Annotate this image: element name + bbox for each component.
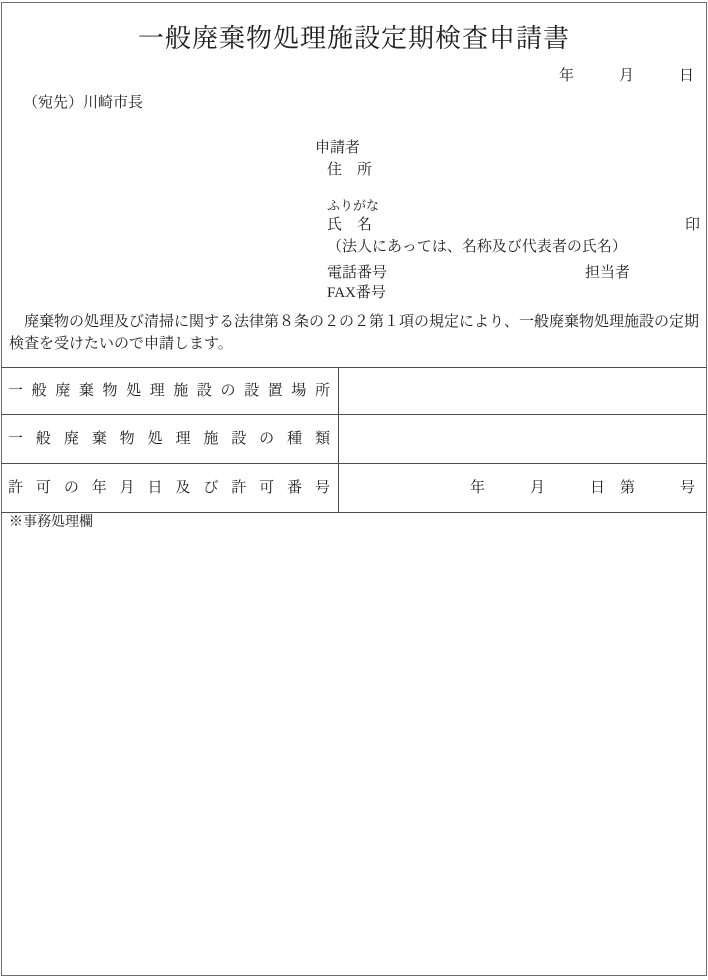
table-row: [1, 368, 707, 415]
facility-type-value: [339, 415, 707, 463]
admin-processing-label: ※事務処理欄: [9, 515, 93, 530]
facility-location-label: 一般廃棄物処理施設の設置場所: [1, 368, 339, 414]
facility-type-label: 一般廃棄物処理施設の種類: [1, 415, 339, 463]
date-line: 年 月 日: [558, 68, 694, 84]
corporate-name-note: （法人にあっては、名称及び代表者の氏名）: [327, 239, 627, 255]
applicant-address-label: 住 所: [327, 162, 373, 178]
facility-location-value: [339, 368, 707, 414]
applicant-label: 申請者: [315, 140, 361, 156]
phone-number-label: 電話番号: [327, 265, 388, 281]
application-statement: 廃棄物の処理及び清掃に関する法律第８条の２の２第１項の規定により、一般廃棄物処理施設の定期検査を受けたいので申請します。: [9, 314, 700, 352]
facility-info-table: [1, 367, 707, 513]
admin-processing-box: [2, 509, 706, 975]
table-row: [1, 415, 707, 464]
application-form-page: [1, 2, 707, 976]
applicant-name-label: 氏 名: [327, 217, 373, 233]
form-title: 一般廃棄物処理施設定期検査申請書: [137, 24, 570, 53]
fax-number-label: FAX番号: [327, 285, 386, 301]
addressee-line: （宛先）川崎市長: [23, 95, 144, 111]
table-row: [1, 464, 707, 513]
applicant-furigana-label: ふりがな: [327, 198, 380, 213]
permit-date-number-value: 年 月 日 第 号: [469, 480, 695, 496]
permit-date-number-label: 許可の年月日及び許可番号: [1, 464, 339, 512]
contact-person-label: 担当者: [585, 265, 631, 281]
seal-mark: 印: [684, 217, 700, 233]
